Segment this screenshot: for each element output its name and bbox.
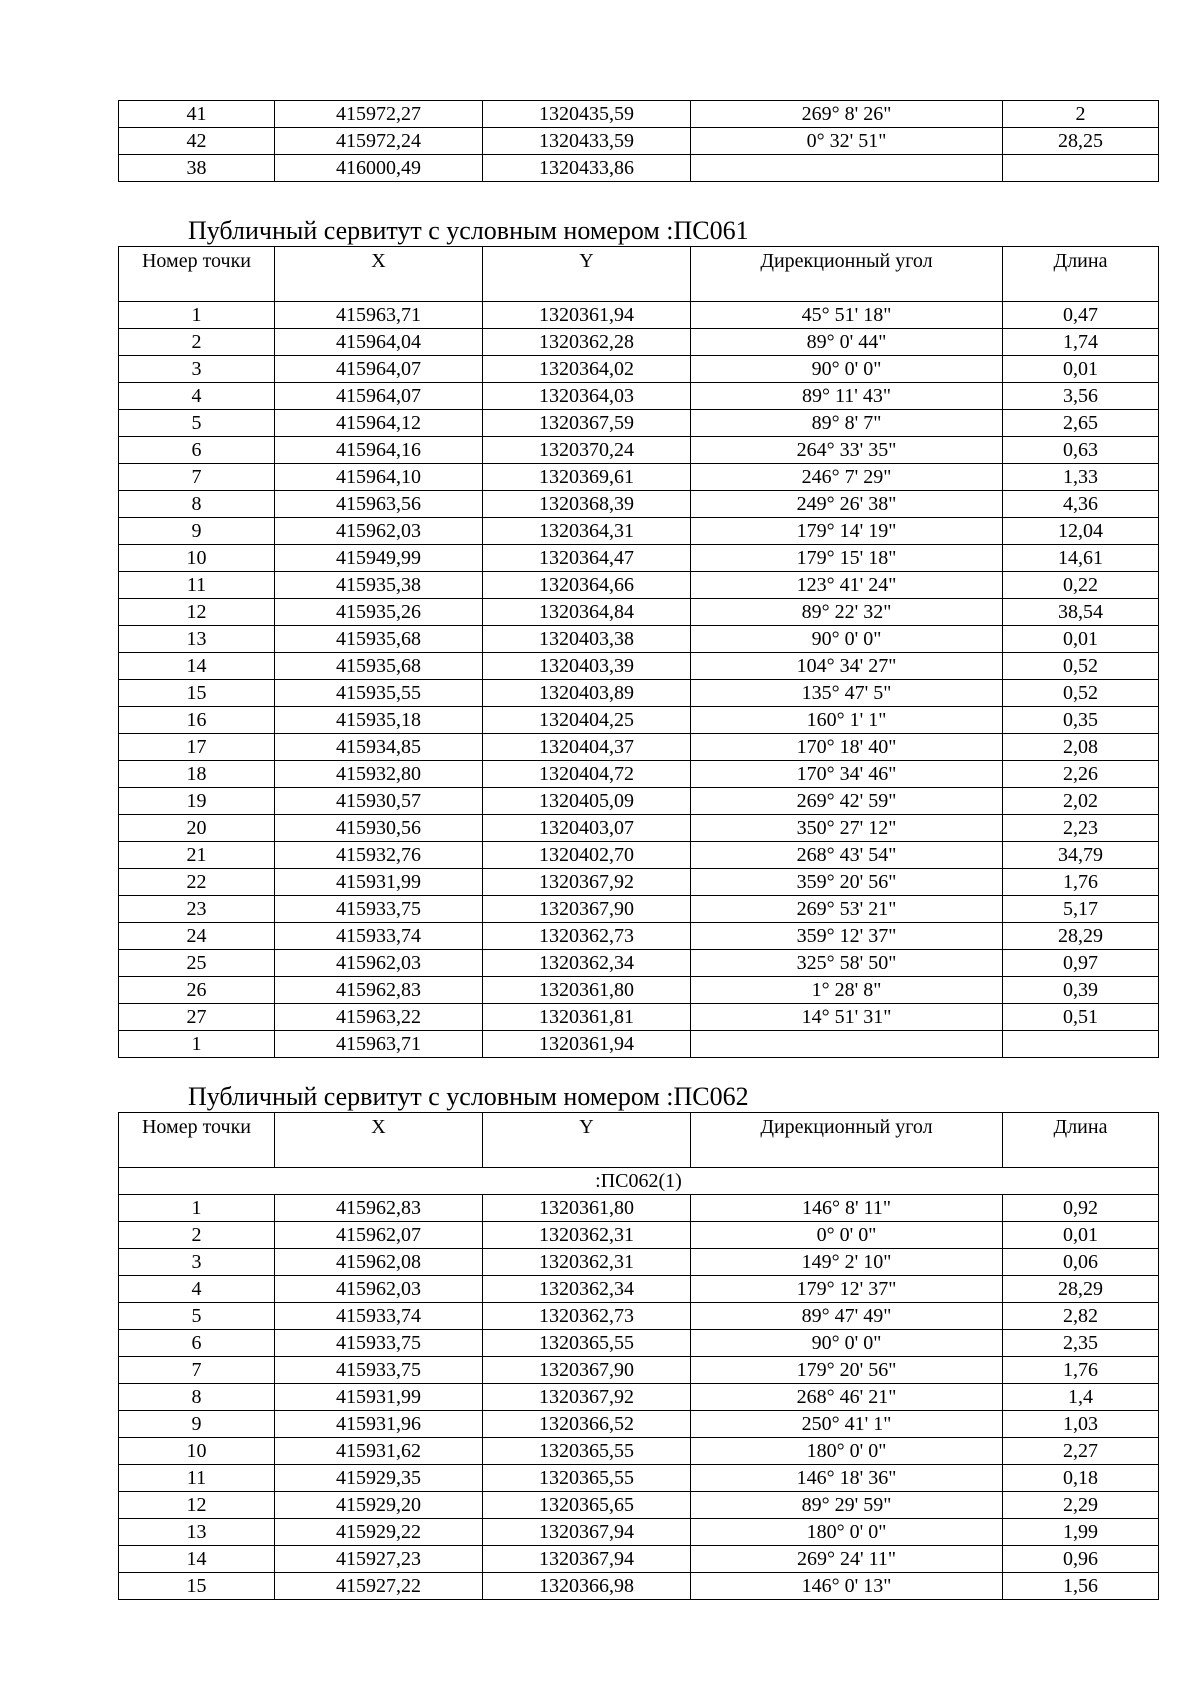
length-cell: 1,03: [1003, 1411, 1159, 1438]
angle-cell: 269° 42' 59": [691, 788, 1003, 815]
length-cell: 4,36: [1003, 491, 1159, 518]
angle-cell: 0° 0' 0": [691, 1222, 1003, 1249]
length-cell: 3,56: [1003, 383, 1159, 410]
table-row: [119, 599, 1159, 626]
y-cell: 1320364,47: [483, 545, 691, 572]
length-cell: 12,04: [1003, 518, 1159, 545]
point-number-cell: 1: [119, 1195, 275, 1222]
length-cell: 1,4: [1003, 1384, 1159, 1411]
y-cell: 1320402,70: [483, 842, 691, 869]
length-cell: 38,54: [1003, 599, 1159, 626]
y-cell: 1320367,92: [483, 869, 691, 896]
table-row: [119, 815, 1159, 842]
table-row: [119, 437, 1159, 464]
angle-cell: 179° 15' 18": [691, 545, 1003, 572]
length-cell: 34,79: [1003, 842, 1159, 869]
x-cell: 415933,74: [275, 1303, 483, 1330]
x-cell: 415927,23: [275, 1546, 483, 1573]
table-row: [119, 545, 1159, 572]
y-cell: 1320366,98: [483, 1573, 691, 1600]
x-cell: 415963,71: [275, 1031, 483, 1058]
table-row: [119, 869, 1159, 896]
table-row: [119, 302, 1159, 329]
angle-cell: 135° 47' 5": [691, 680, 1003, 707]
x-cell: 415933,74: [275, 923, 483, 950]
header-point-number: Номер точки: [119, 247, 275, 302]
angle-cell: 179° 12' 37": [691, 1276, 1003, 1303]
length-cell: 0,92: [1003, 1195, 1159, 1222]
table-row: [119, 1222, 1159, 1249]
x-cell: 415930,56: [275, 815, 483, 842]
length-cell: 1,76: [1003, 869, 1159, 896]
x-cell: 415962,03: [275, 950, 483, 977]
y-cell: 1320366,52: [483, 1411, 691, 1438]
header-x: X: [275, 1113, 483, 1168]
y-cell: 1320433,86: [483, 155, 691, 182]
length-cell: 2,23: [1003, 815, 1159, 842]
length-cell: 0,51: [1003, 1004, 1159, 1031]
header-y: Y: [483, 247, 691, 302]
table-row: [119, 356, 1159, 383]
angle-cell: 89° 11' 43": [691, 383, 1003, 410]
coordinates-table-ps061: [118, 246, 1159, 1058]
y-cell: 1320364,66: [483, 572, 691, 599]
angle-cell: 179° 14' 19": [691, 518, 1003, 545]
x-cell: 415963,22: [275, 1004, 483, 1031]
table-row: [119, 1438, 1159, 1465]
length-cell: 1,99: [1003, 1519, 1159, 1546]
table-row: [119, 896, 1159, 923]
y-cell: 1320365,55: [483, 1438, 691, 1465]
table-header-row: [119, 247, 1159, 302]
header-length: Длина: [1003, 247, 1159, 302]
point-number-cell: 15: [119, 680, 275, 707]
x-cell: 415932,80: [275, 761, 483, 788]
x-cell: 415935,38: [275, 572, 483, 599]
subheading-row: [119, 1168, 1159, 1195]
angle-cell: 90° 0' 0": [691, 1330, 1003, 1357]
length-cell: 1,33: [1003, 464, 1159, 491]
length-cell: 0,52: [1003, 653, 1159, 680]
angle-cell: 264° 33' 35": [691, 437, 1003, 464]
table-row: [119, 788, 1159, 815]
length-cell: 1,76: [1003, 1357, 1159, 1384]
y-cell: 1320404,25: [483, 707, 691, 734]
y-cell: 1320362,34: [483, 1276, 691, 1303]
angle-cell: 123° 41' 24": [691, 572, 1003, 599]
table-row: [119, 518, 1159, 545]
angle-cell: 0° 32' 51": [691, 128, 1003, 155]
y-cell: 1320364,84: [483, 599, 691, 626]
length-cell: 0,18: [1003, 1465, 1159, 1492]
x-cell: 415935,55: [275, 680, 483, 707]
length-cell: 0,97: [1003, 950, 1159, 977]
point-number-cell: 6: [119, 437, 275, 464]
length-cell: 0,01: [1003, 626, 1159, 653]
table-row: [119, 626, 1159, 653]
point-number-cell: 11: [119, 1465, 275, 1492]
x-cell: 415929,35: [275, 1465, 483, 1492]
y-cell: 1320362,31: [483, 1222, 691, 1249]
length-cell: 2,27: [1003, 1438, 1159, 1465]
angle-cell: 269° 8' 26": [691, 101, 1003, 128]
point-number-cell: 9: [119, 518, 275, 545]
length-cell: 2,29: [1003, 1492, 1159, 1519]
y-cell: 1320361,94: [483, 302, 691, 329]
y-cell: 1320368,39: [483, 491, 691, 518]
angle-cell: 269° 24' 11": [691, 1546, 1003, 1573]
length-cell: 0,01: [1003, 1222, 1159, 1249]
table-row: [119, 572, 1159, 599]
y-cell: 1320362,73: [483, 923, 691, 950]
x-cell: 415927,22: [275, 1573, 483, 1600]
point-number-cell: 26: [119, 977, 275, 1004]
point-number-cell: 27: [119, 1004, 275, 1031]
table-header-row: [119, 1113, 1159, 1168]
y-cell: 1320403,38: [483, 626, 691, 653]
x-cell: 415964,16: [275, 437, 483, 464]
angle-cell: 90° 0' 0": [691, 356, 1003, 383]
table-row: [119, 707, 1159, 734]
point-number-cell: 3: [119, 1249, 275, 1276]
angle-cell: [691, 155, 1003, 182]
point-number-cell: 4: [119, 383, 275, 410]
angle-cell: 180° 0' 0": [691, 1519, 1003, 1546]
y-cell: 1320361,81: [483, 1004, 691, 1031]
angle-cell: [691, 1031, 1003, 1058]
y-cell: 1320403,39: [483, 653, 691, 680]
table-row: [119, 653, 1159, 680]
y-cell: 1320404,72: [483, 761, 691, 788]
table-row: [119, 155, 1159, 182]
length-cell: 2,65: [1003, 410, 1159, 437]
point-number-cell: 23: [119, 896, 275, 923]
x-cell: 415962,83: [275, 1195, 483, 1222]
length-cell: 0,47: [1003, 302, 1159, 329]
point-number-cell: 2: [119, 329, 275, 356]
coordinates-table-ps062: [118, 1112, 1159, 1600]
length-cell: 0,39: [1003, 977, 1159, 1004]
x-cell: 415934,85: [275, 734, 483, 761]
x-cell: 415962,03: [275, 1276, 483, 1303]
point-number-cell: 25: [119, 950, 275, 977]
point-number-cell: 10: [119, 1438, 275, 1465]
angle-cell: 89° 8' 7": [691, 410, 1003, 437]
table-row: [119, 101, 1159, 128]
angle-cell: 89° 0' 44": [691, 329, 1003, 356]
angle-cell: 146° 8' 11": [691, 1195, 1003, 1222]
angle-cell: 325° 58' 50": [691, 950, 1003, 977]
section-title-ps061: Публичный сервитут с условным номером :ПС061: [188, 216, 749, 245]
x-cell: 415932,76: [275, 842, 483, 869]
point-number-cell: 20: [119, 815, 275, 842]
point-number-cell: 10: [119, 545, 275, 572]
x-cell: 415935,68: [275, 626, 483, 653]
x-cell: 415931,62: [275, 1438, 483, 1465]
point-number-cell: 7: [119, 464, 275, 491]
y-cell: 1320369,61: [483, 464, 691, 491]
angle-cell: 179° 20' 56": [691, 1357, 1003, 1384]
length-cell: 28,29: [1003, 923, 1159, 950]
point-number-cell: 5: [119, 410, 275, 437]
point-number-cell: 41: [119, 101, 275, 128]
x-cell: 415972,27: [275, 101, 483, 128]
length-cell: 0,96: [1003, 1546, 1159, 1573]
point-number-cell: 1: [119, 1031, 275, 1058]
y-cell: 1320367,94: [483, 1519, 691, 1546]
table-row: [119, 734, 1159, 761]
y-cell: 1320367,90: [483, 896, 691, 923]
table-row: [119, 923, 1159, 950]
point-number-cell: 21: [119, 842, 275, 869]
table-row: [119, 464, 1159, 491]
angle-cell: 1° 28' 8": [691, 977, 1003, 1004]
point-number-cell: 6: [119, 1330, 275, 1357]
x-cell: 415931,99: [275, 869, 483, 896]
angle-cell: 269° 53' 21": [691, 896, 1003, 923]
y-cell: 1320367,94: [483, 1546, 691, 1573]
length-cell: 5,17: [1003, 896, 1159, 923]
table-row: [119, 410, 1159, 437]
length-cell: 2,82: [1003, 1303, 1159, 1330]
x-cell: 415964,07: [275, 383, 483, 410]
x-cell: 415929,20: [275, 1492, 483, 1519]
header-angle: Дирекционный угол: [691, 1113, 1003, 1168]
length-cell: 0,06: [1003, 1249, 1159, 1276]
x-cell: 415964,04: [275, 329, 483, 356]
table-row: [119, 1276, 1159, 1303]
x-cell: 416000,49: [275, 155, 483, 182]
point-number-cell: 22: [119, 869, 275, 896]
point-number-cell: 9: [119, 1411, 275, 1438]
y-cell: 1320364,02: [483, 356, 691, 383]
point-number-cell: 14: [119, 1546, 275, 1573]
x-cell: 415933,75: [275, 1357, 483, 1384]
x-cell: 415963,71: [275, 302, 483, 329]
point-number-cell: 18: [119, 761, 275, 788]
x-cell: 415962,08: [275, 1249, 483, 1276]
length-cell: 2: [1003, 101, 1159, 128]
point-number-cell: 12: [119, 599, 275, 626]
length-cell: 2,02: [1003, 788, 1159, 815]
table-row: [119, 1031, 1159, 1058]
length-cell: 1,56: [1003, 1573, 1159, 1600]
point-number-cell: 11: [119, 572, 275, 599]
x-cell: 415962,03: [275, 518, 483, 545]
header-x: X: [275, 247, 483, 302]
length-cell: 1,74: [1003, 329, 1159, 356]
y-cell: 1320367,59: [483, 410, 691, 437]
angle-cell: 359° 20' 56": [691, 869, 1003, 896]
x-cell: 415935,26: [275, 599, 483, 626]
y-cell: 1320365,55: [483, 1330, 691, 1357]
table-row: [119, 1465, 1159, 1492]
y-cell: 1320405,09: [483, 788, 691, 815]
table-row: [119, 1492, 1159, 1519]
header-angle: Дирекционный угол: [691, 247, 1003, 302]
angle-cell: 350° 27' 12": [691, 815, 1003, 842]
table-row: [119, 383, 1159, 410]
point-number-cell: 17: [119, 734, 275, 761]
table-row: [119, 1411, 1159, 1438]
angle-cell: 89° 29' 59": [691, 1492, 1003, 1519]
table-row: [119, 1195, 1159, 1222]
x-cell: 415964,12: [275, 410, 483, 437]
angle-cell: 146° 0' 13": [691, 1573, 1003, 1600]
coordinates-table-continuation: [118, 100, 1159, 182]
length-cell: 0,63: [1003, 437, 1159, 464]
subheading-ps062-1: :ПС062(1): [119, 1168, 1159, 1195]
angle-cell: 45° 51' 18": [691, 302, 1003, 329]
x-cell: 415933,75: [275, 896, 483, 923]
length-cell: 0,22: [1003, 572, 1159, 599]
y-cell: 1320361,80: [483, 1195, 691, 1222]
angle-cell: 170° 18' 40": [691, 734, 1003, 761]
y-cell: 1320404,37: [483, 734, 691, 761]
table-row: [119, 1546, 1159, 1573]
y-cell: 1320362,28: [483, 329, 691, 356]
header-point-number: Номер точки: [119, 1113, 275, 1168]
point-number-cell: 19: [119, 788, 275, 815]
table-row: [119, 1330, 1159, 1357]
table-row: [119, 1303, 1159, 1330]
angle-cell: 250° 41' 1": [691, 1411, 1003, 1438]
angle-cell: 149° 2' 10": [691, 1249, 1003, 1276]
angle-cell: 268° 46' 21": [691, 1384, 1003, 1411]
point-number-cell: 38: [119, 155, 275, 182]
table-row: [119, 1357, 1159, 1384]
y-cell: 1320362,31: [483, 1249, 691, 1276]
point-number-cell: 1: [119, 302, 275, 329]
point-number-cell: 42: [119, 128, 275, 155]
y-cell: 1320365,65: [483, 1492, 691, 1519]
header-y: Y: [483, 1113, 691, 1168]
point-number-cell: 15: [119, 1573, 275, 1600]
y-cell: 1320365,55: [483, 1465, 691, 1492]
angle-cell: 146° 18' 36": [691, 1465, 1003, 1492]
point-number-cell: 12: [119, 1492, 275, 1519]
point-number-cell: 2: [119, 1222, 275, 1249]
x-cell: 415930,57: [275, 788, 483, 815]
x-cell: 415972,24: [275, 128, 483, 155]
table-row: [119, 329, 1159, 356]
point-number-cell: 13: [119, 1519, 275, 1546]
table-row: [119, 1573, 1159, 1600]
y-cell: 1320403,89: [483, 680, 691, 707]
y-cell: 1320367,92: [483, 1384, 691, 1411]
length-cell: 28,29: [1003, 1276, 1159, 1303]
angle-cell: 89° 22' 32": [691, 599, 1003, 626]
x-cell: 415963,56: [275, 491, 483, 518]
angle-cell: 268° 43' 54": [691, 842, 1003, 869]
table-row: [119, 680, 1159, 707]
length-cell: [1003, 155, 1159, 182]
table-row: [119, 128, 1159, 155]
x-cell: 415962,83: [275, 977, 483, 1004]
x-cell: 415949,99: [275, 545, 483, 572]
angle-cell: 90° 0' 0": [691, 626, 1003, 653]
point-number-cell: 4: [119, 1276, 275, 1303]
point-number-cell: 8: [119, 1384, 275, 1411]
x-cell: 415931,99: [275, 1384, 483, 1411]
point-number-cell: 3: [119, 356, 275, 383]
x-cell: 415964,07: [275, 356, 483, 383]
y-cell: 1320361,94: [483, 1031, 691, 1058]
angle-cell: 180° 0' 0": [691, 1438, 1003, 1465]
table-row: [119, 977, 1159, 1004]
x-cell: 415962,07: [275, 1222, 483, 1249]
length-cell: 28,25: [1003, 128, 1159, 155]
point-number-cell: 7: [119, 1357, 275, 1384]
y-cell: 1320361,80: [483, 977, 691, 1004]
point-number-cell: 14: [119, 653, 275, 680]
angle-cell: 104° 34' 27": [691, 653, 1003, 680]
angle-cell: 160° 1' 1": [691, 707, 1003, 734]
length-cell: [1003, 1031, 1159, 1058]
point-number-cell: 16: [119, 707, 275, 734]
header-length: Длина: [1003, 1113, 1159, 1168]
table-row: [119, 950, 1159, 977]
length-cell: 0,01: [1003, 356, 1159, 383]
angle-cell: 89° 47' 49": [691, 1303, 1003, 1330]
table-row: [119, 1004, 1159, 1031]
x-cell: 415964,10: [275, 464, 483, 491]
y-cell: 1320435,59: [483, 101, 691, 128]
y-cell: 1320433,59: [483, 128, 691, 155]
table-row: [119, 491, 1159, 518]
x-cell: 415931,96: [275, 1411, 483, 1438]
length-cell: 0,35: [1003, 707, 1159, 734]
y-cell: 1320364,31: [483, 518, 691, 545]
y-cell: 1320364,03: [483, 383, 691, 410]
angle-cell: 14° 51' 31": [691, 1004, 1003, 1031]
table-row: [119, 1249, 1159, 1276]
x-cell: 415933,75: [275, 1330, 483, 1357]
y-cell: 1320362,34: [483, 950, 691, 977]
section-title-ps062: Публичный сервитут с условным номером :ПС062: [188, 1082, 749, 1111]
angle-cell: 249° 26' 38": [691, 491, 1003, 518]
y-cell: 1320403,07: [483, 815, 691, 842]
y-cell: 1320367,90: [483, 1357, 691, 1384]
length-cell: 0,52: [1003, 680, 1159, 707]
x-cell: 415929,22: [275, 1519, 483, 1546]
y-cell: 1320370,24: [483, 437, 691, 464]
x-cell: 415935,68: [275, 653, 483, 680]
table-row: [119, 761, 1159, 788]
angle-cell: 170° 34' 46": [691, 761, 1003, 788]
length-cell: 2,35: [1003, 1330, 1159, 1357]
length-cell: 14,61: [1003, 545, 1159, 572]
table-row: [119, 1519, 1159, 1546]
angle-cell: 246° 7' 29": [691, 464, 1003, 491]
point-number-cell: 8: [119, 491, 275, 518]
point-number-cell: 24: [119, 923, 275, 950]
point-number-cell: 5: [119, 1303, 275, 1330]
length-cell: 2,08: [1003, 734, 1159, 761]
table-row: [119, 842, 1159, 869]
length-cell: 2,26: [1003, 761, 1159, 788]
table-row: [119, 1384, 1159, 1411]
x-cell: 415935,18: [275, 707, 483, 734]
y-cell: 1320362,73: [483, 1303, 691, 1330]
angle-cell: 359° 12' 37": [691, 923, 1003, 950]
point-number-cell: 13: [119, 626, 275, 653]
